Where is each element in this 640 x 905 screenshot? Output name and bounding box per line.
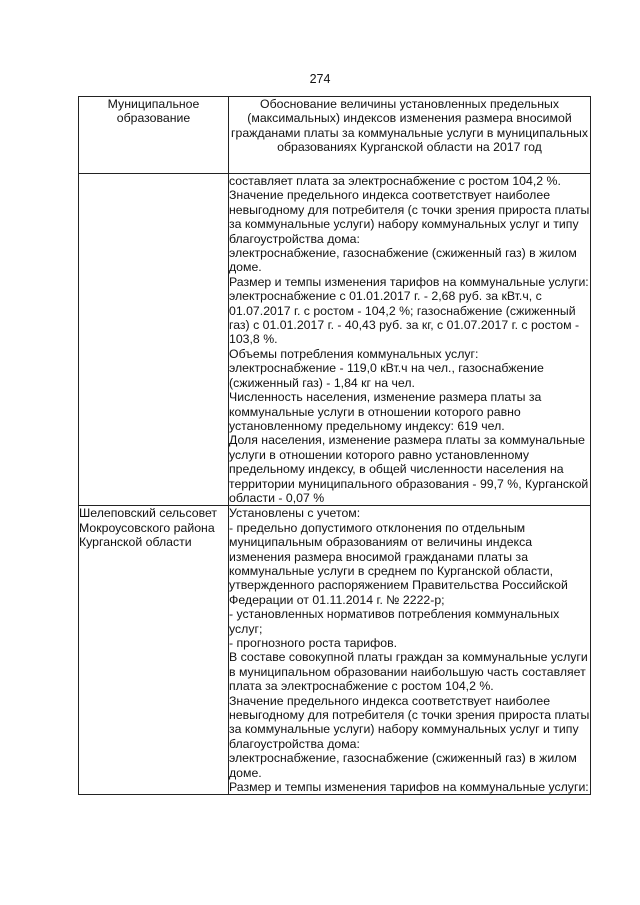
- paragraph: Значение предельного индекса соответствует наиболее невыгодному для потребителя (с точки зрения прироста платы за коммунальные услуги) набору коммунальных услуг и типу благоустройства дома:: [229, 188, 590, 246]
- header-municipality: Муниципальное образование: [79, 97, 229, 174]
- paragraph: - прогнозного роста тарифов.: [229, 636, 398, 650]
- table-row: [79, 174, 591, 506]
- paragraph: электроснабжение, газоснабжение (сжиженный газ) в жилом доме.: [229, 246, 577, 275]
- paragraph: Значение предельного индекса соответствует наиболее невыгодному для потребителя (с точки зрения прироста платы за коммунальные услуги) набору коммунальных услуг и типу благоустройства дома:: [229, 693, 590, 751]
- municipality-cell: [79, 174, 229, 506]
- paragraph: - предельно допустимого отклонения по отдельным муниципальным образованиям от величины индекса изменения размера вносимой гражданами платы за коммунальные услуги в среднем по Курганской области, утвержденного распоряжением Правительства Российской Федерации от 01.11.2014 г. № 2222-р;: [229, 520, 568, 607]
- paragraph: составляет плата за электроснабжение с ростом 104,2 %.: [229, 174, 561, 188]
- paragraph: Размер и темпы изменения тарифов на коммунальные услуги:: [229, 274, 589, 289]
- paragraph: электроснабжение, газоснабжение (сжиженный газ) в жилом доме.: [229, 751, 577, 780]
- paragraph: Установлены с учетом:: [229, 506, 361, 521]
- table-header-row: [79, 97, 591, 174]
- paragraph: электроснабжение с 01.01.2017 г. - 2,68 руб. за кВт.ч, с 01.07.2017 г. с ростом - 104,2 %; газоснабжение (сжиженный газ) с 01.01.2017 г. - 40,43 руб. за кг, с 01.07.2017 г. с ростом - 103,8 %.: [229, 289, 580, 347]
- paragraph: Численность населения, изменение размера платы за коммунальные услуги в отношении которого равно установленному предельному индексу: 619 чел.: [229, 390, 542, 433]
- municipality-cell: Шелеповский сельсовет Мокроусовского района Курганской области: [79, 506, 229, 795]
- header-justification: Обоснование величины установленных предельных (максимальных) индексов изменения размера вносимой гражданами платы за коммунальные услуги в муниципальных образованиях Курганской области на 2017 год: [229, 97, 591, 174]
- tariff-justification-table: [78, 96, 591, 795]
- paragraph: - установленных нормативов потребления коммунальных услуг;: [229, 607, 560, 636]
- page-number: 274: [309, 72, 331, 86]
- justification-cell: [229, 506, 591, 795]
- paragraph: В составе совокупной платы граждан за коммунальные услуги в муниципальном образовании наибольшую часть составляет плата за электроснабжение с ростом 104,2 %.: [229, 650, 588, 694]
- paragraph: электроснабжение - 119,0 кВт.ч на чел., газоснабжение (сжиженный газ) - 1,84 кг на чел.: [229, 361, 544, 390]
- justification-cell: [229, 174, 591, 506]
- paragraph: Доля населения, изменение размера платы за коммунальные услуги в отношении которого равно установленному предельному индексу, в общей численности населения на территории муниципального образования - 99,7 %, Курганской области - 0,07 %: [229, 433, 589, 505]
- paragraph: Объемы потребления коммунальных услуг:: [229, 346, 479, 361]
- paragraph: Размер и темпы изменения тарифов на коммунальные услуги:: [229, 780, 589, 795]
- table-row: [79, 506, 591, 795]
